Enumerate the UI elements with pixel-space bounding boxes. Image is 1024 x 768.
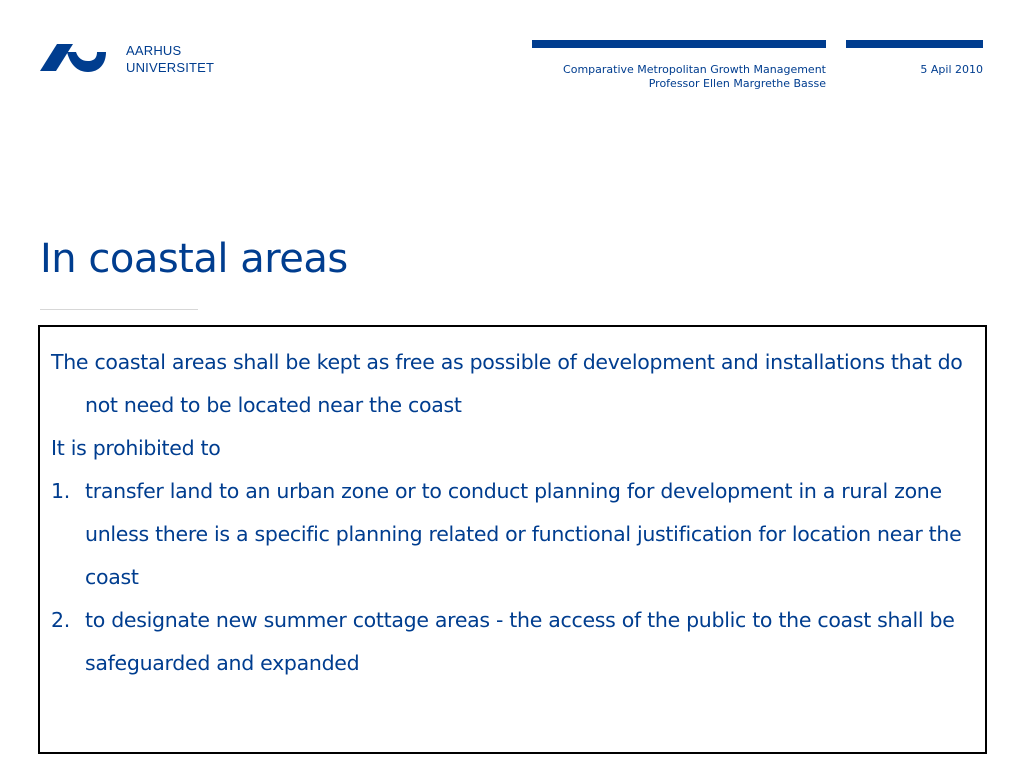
list-item: [51, 599, 979, 685]
header-bar-right: [846, 40, 983, 48]
list-item-text: transfer land to an urban zone or to conduct planning for development in a rural zone unless there is a specific planning related or functional justification for location near the coast: [85, 479, 962, 589]
prohibited-heading: It is prohibited to: [51, 436, 221, 460]
header-bar-left: [532, 40, 826, 48]
university-name-line1: AARHUS: [126, 43, 182, 58]
aarhus-university-logo-icon: [40, 40, 108, 76]
list-item: [51, 470, 979, 599]
slide-body: [51, 341, 979, 685]
university-logo: [40, 40, 220, 80]
university-name-line2: UNIVERSITET: [126, 60, 215, 75]
course-title: Comparative Metropolitan Growth Management: [563, 63, 826, 76]
presenter-name: Professor Ellen Margrethe Basse: [648, 77, 826, 90]
intro-paragraph: The coastal areas shall be kept as free as possible of development and installations that do not need to be located near the coast: [51, 350, 963, 417]
list-item-number: 1.: [51, 479, 70, 503]
presentation-date: 5 Apil 2010: [920, 63, 983, 76]
university-name: [126, 42, 214, 76]
list-item-text: to designate new summer cottage areas - the access of the public to the coast shall be safeguarded and expanded: [85, 608, 955, 675]
content-box: [38, 325, 987, 754]
list-item-number: 2.: [51, 608, 70, 632]
course-info: [563, 63, 826, 91]
slide-title: In coastal areas: [40, 236, 348, 282]
title-divider: [40, 309, 198, 310]
